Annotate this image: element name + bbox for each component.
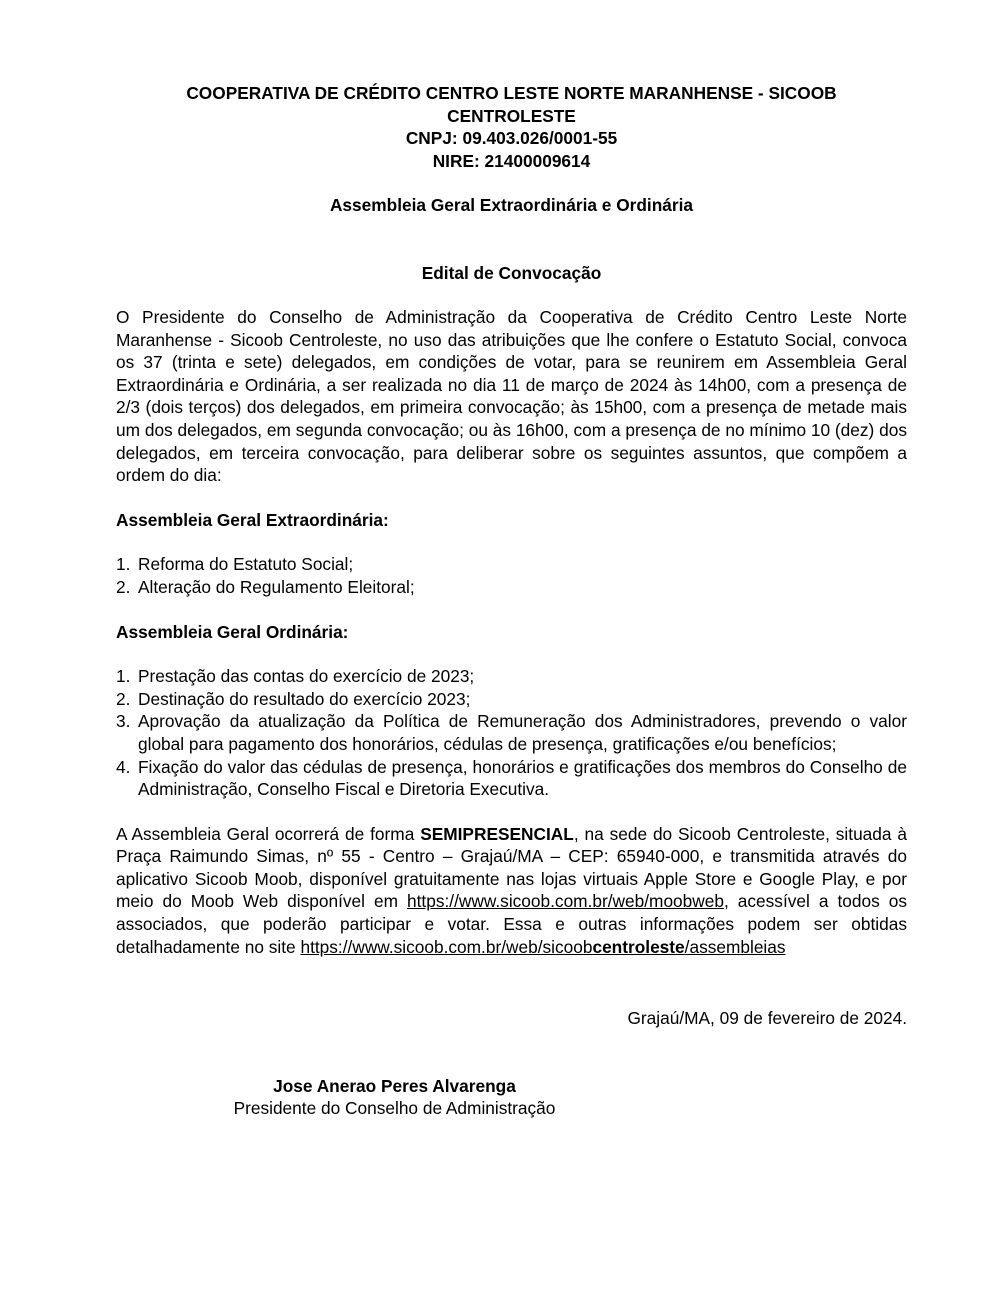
document-page <box>116 82 907 1120</box>
intro-paragraph: O Presidente do Conselho de Administração da Cooperativa de Crédito Centro Leste Norte Maranhense - Sicoob Centroleste, no uso das atribuições que lhe confere o Estatuto Social, convoca os 37 (trinta e sete) delegados, em condições de votar, para se reunirem em Assembleia Geral Extraordinária e Ordinária, a ser realizada no dia 11 de março de 2024 às 14h00, com a presença de 2/3 (dois terços) dos delegados, em primeira convocação; às 15h00, com a presença de metade mais um dos delegados, em segunda convocação; ou às 16h00, com a presença de no mínimo 10 (dez) dos delegados, em terceira convocação, para deliberar sobre os seguintes assuntos, que compõem a ordem do dia: <box>116 307 907 486</box>
list-item <box>116 688 907 711</box>
list-item <box>116 576 907 599</box>
assembleias-link-post: /assembleias <box>684 936 786 957</box>
edital-title: Edital de Convocação <box>421 262 602 283</box>
closing-text-part3: , acessível a todos os associados, que poderão participar e votar. Essa e outras informações podem ser obtidas detalhadamente no site <box>116 891 907 957</box>
closing-text-part2: , na sede do Sicoob Centroleste, situada à Praça Raimundo Simas, nº 55 - Centro – Grajaú/MA – CEP: 65940-000, e transmitida através do aplicativo Sicoob Moob, disponível gratuitamente nas lojas virtuais Apple Store e Google Play, e por meio do Moob Web disponível em <box>116 823 907 912</box>
list-item <box>116 665 907 688</box>
signature-block <box>116 1075 907 1120</box>
list-item-number: 4. <box>116 756 131 777</box>
extraordinaria-list <box>116 553 907 598</box>
signatory-role: Presidente do Conselho de Administração <box>233 1098 556 1119</box>
closing-text-part1: A Assembleia Geral ocorrerá de forma <box>116 823 421 844</box>
list-item <box>116 756 907 801</box>
list-item-number: 1. <box>116 554 131 575</box>
list-item-text: Destinação do resultado do exercício 2023; <box>138 688 471 709</box>
assembleias-link-pre: https://www.sicoob.com.br/web/sicoob <box>300 936 593 957</box>
list-item <box>116 710 907 755</box>
nire: NIRE: 21400009614 <box>432 150 591 171</box>
cooperative-name-line2: CENTROLESTE <box>447 105 576 126</box>
ordinaria-heading: Assembleia Geral Ordinária: <box>116 621 349 642</box>
list-item-text: Fixação do valor das cédulas de presença, honorários e gratificações dos membros do Conselho de Administração, Conselho Fiscal e Diretoria Executiva. <box>138 756 907 800</box>
list-item-text: Reforma do Estatuto Social; <box>138 554 354 575</box>
list-item <box>116 553 907 576</box>
list-item-text: Alteração do Regulamento Eleitoral; <box>138 576 415 597</box>
list-item-number: 2. <box>116 688 131 709</box>
ordinaria-list <box>116 665 907 801</box>
cooperative-name-line1: COOPERATIVA DE CRÉDITO CENTRO LESTE NORTE MARANHENSE - SICOOB <box>186 83 837 103</box>
list-item-number: 3. <box>116 711 131 732</box>
cnpj: CNPJ: 09.403.026/0001-55 <box>405 128 618 148</box>
assembleias-link-bold: centroleste <box>592 936 685 957</box>
moobweb-link[interactable]: https://www.sicoob.com.br/web/moobweb <box>407 891 724 912</box>
closing-paragraph <box>116 823 907 959</box>
assembly-subtitle: Assembleia Geral Extraordinária e Ordinária <box>329 195 694 215</box>
list-item-number: 1. <box>116 666 131 687</box>
list-item-text: Aprovação da atualização da Política de Remuneração dos Administradores, prevendo o valor global para pagamento dos honorários, cédulas de presença, gratificações e/ou benefícios; <box>138 711 907 754</box>
extraordinaria-heading: Assembleia Geral Extraordinária: <box>116 509 389 530</box>
date-line: Grajaú/MA, 09 de fevereiro de 2024. <box>627 1008 907 1029</box>
list-item-number: 2. <box>116 576 131 597</box>
assembleias-link[interactable] <box>300 937 785 957</box>
semipresencial-emphasis: SEMIPRESENCIAL <box>420 823 574 844</box>
signatory-name: Jose Anerao Peres Alvarenga <box>273 1075 516 1096</box>
list-item-text: Prestação das contas do exercício de 2023; <box>138 666 475 687</box>
